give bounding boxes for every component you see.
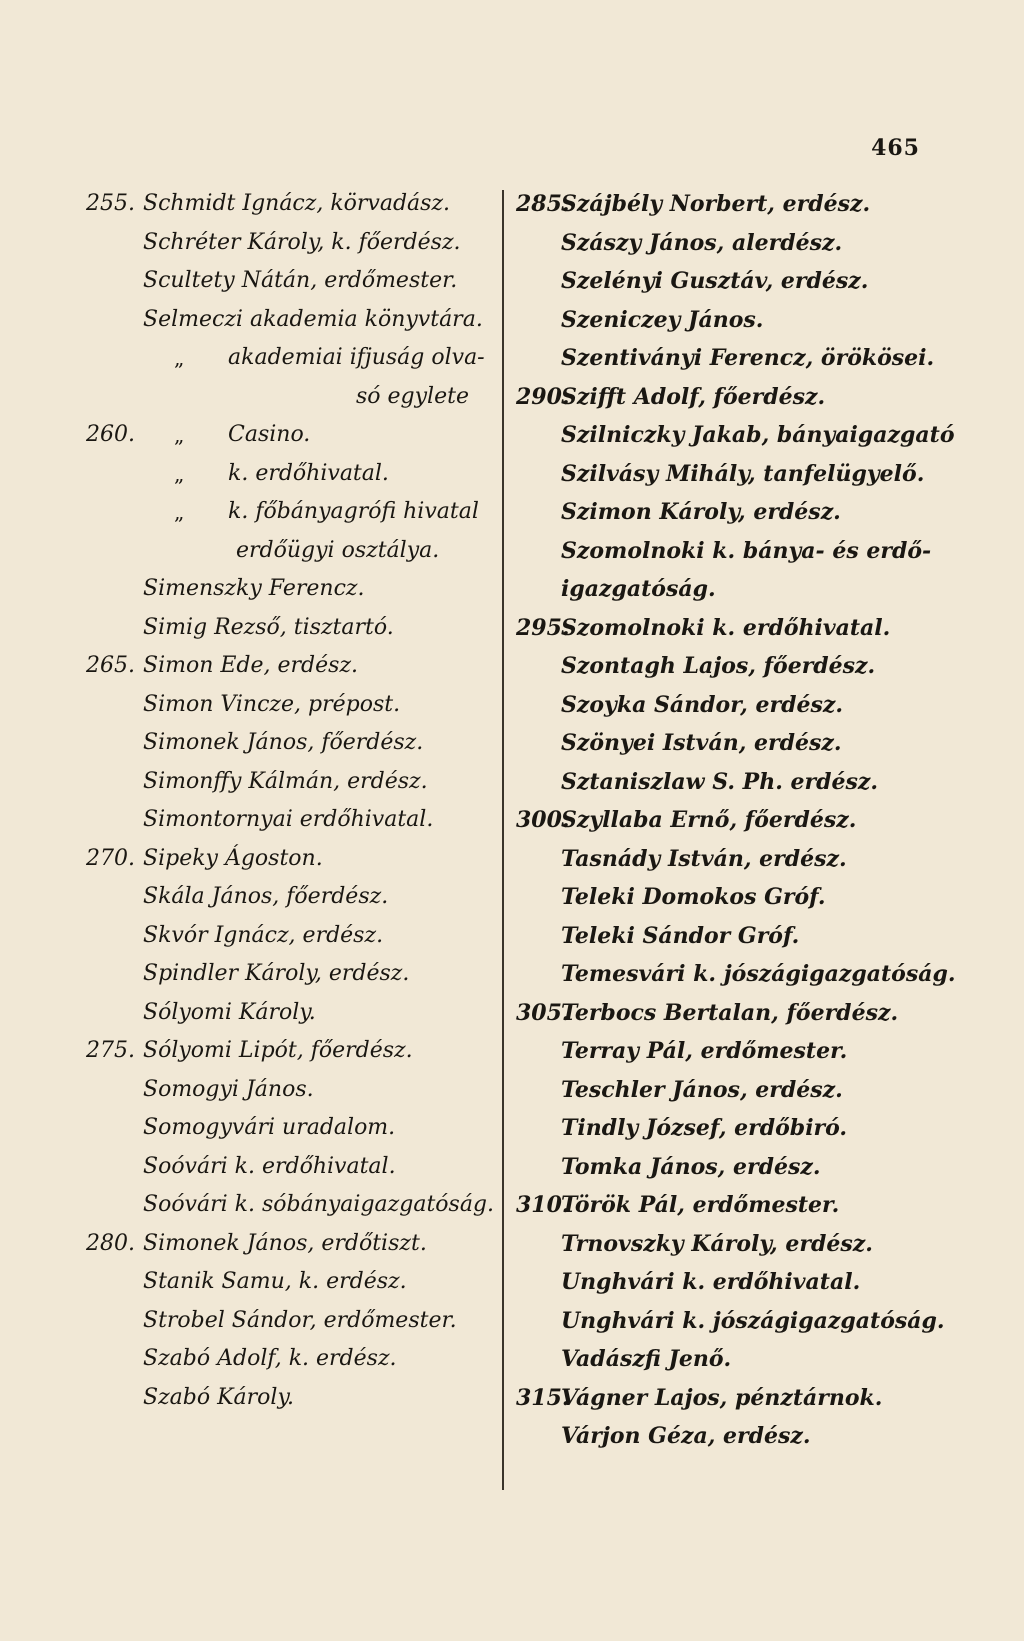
entry-text: Szentiványi Ferencz, örökösei. (561, 345, 935, 371)
list-entry (516, 1225, 936, 1264)
entry-text: Szabó Károly. (143, 1384, 294, 1410)
list-entry (516, 1263, 936, 1302)
entry-text: Szönyei István, erdész. (561, 730, 842, 756)
entry-text: Vadászfi Jenő. (561, 1346, 732, 1372)
entry-number: 300. (516, 807, 570, 833)
entry-text: Szontagh Lajos, főerdész. (561, 653, 876, 679)
list-entry (86, 532, 516, 571)
entry-text: Szifft Adolf, főerdész. (561, 383, 826, 410)
entry-number: 280. (86, 1230, 135, 1256)
list-entry (516, 1032, 936, 1071)
entry-text: Teleki Domokos Gróf. (561, 884, 826, 910)
entry-text: Selmeczi akademia könyvtára. (143, 306, 483, 332)
list-entry (516, 1340, 936, 1379)
entry-number: 310. (516, 1192, 570, 1218)
ditto-mark: „ (174, 346, 185, 370)
list-entry (86, 647, 516, 686)
entry-number: 275. (86, 1038, 135, 1063)
list-entry (86, 493, 516, 532)
list-entry (516, 724, 936, 763)
entry-text: Soóvári k. erdőhivatal. (143, 1153, 396, 1179)
list-entry (86, 994, 516, 1033)
list-entry (86, 185, 516, 224)
entry-text: Szomolnoki k. bánya- és erdő- (561, 537, 932, 564)
entry-number: 295. (516, 614, 570, 641)
list-entry (86, 339, 516, 378)
list-entry (86, 262, 516, 301)
list-entry (516, 609, 936, 648)
list-entry (516, 1186, 936, 1225)
left-column (86, 185, 516, 1417)
list-entry (516, 185, 936, 224)
list-entry (516, 532, 936, 571)
list-entry (516, 647, 936, 686)
entry-text: Temesvári k. jószágigazgatóság. (561, 961, 956, 987)
entry-text: Unghvári k. erdőhivatal. (561, 1269, 861, 1295)
ditto-mark: „ (174, 461, 185, 486)
list-entry (86, 724, 516, 763)
list-entry (86, 878, 516, 917)
list-entry (516, 878, 936, 917)
list-entry (516, 1417, 936, 1456)
list-entry (86, 416, 516, 455)
entry-text: igazgatóság. (561, 576, 716, 602)
entry-text: Somogyvári uradalom. (143, 1115, 396, 1140)
list-entry (516, 301, 936, 340)
entry-text: Teschler János, erdész. (561, 1076, 843, 1103)
entry-text: Trnovszky Károly, erdész. (561, 1230, 873, 1257)
entry-text: Sztaniszlaw S. Ph. erdész. (561, 768, 879, 795)
list-entry (86, 1032, 516, 1071)
entry-text: Skála János, főerdész. (143, 884, 389, 909)
entry-text: Strobel Sándor, erdőmester. (143, 1307, 457, 1333)
entry-text: Teleki Sándor Gróf. (561, 922, 800, 949)
list-entry (86, 301, 516, 340)
list-entry (516, 224, 936, 263)
entry-text: Simonffy Kálmán, erdész. (143, 768, 428, 794)
entry-number: 290. (516, 383, 570, 410)
entry-text: k. főbányagrófi hivatal (228, 499, 479, 524)
entry-text: Simig Rezső, tisztartó. (143, 614, 394, 640)
list-entry (516, 801, 936, 840)
list-entry (86, 455, 516, 494)
list-entry (86, 1302, 516, 1341)
entry-text: Szelényi Gusztáv, erdész. (561, 268, 869, 294)
entry-text: Tomka János, erdész. (561, 1153, 821, 1180)
list-entry (86, 955, 516, 994)
list-entry (86, 1225, 516, 1264)
list-entry (516, 1109, 936, 1148)
entry-number: 260. (86, 422, 135, 447)
entry-text: Szilniczky Jakab, bányaigazgató (561, 422, 955, 448)
list-entry (516, 339, 936, 378)
entry-text: Tasnády István, erdész. (561, 845, 847, 872)
list-entry (516, 1302, 945, 1341)
list-entry (86, 1109, 516, 1148)
entry-text: Szilvásy Mihály, tanfelügyelő. (561, 460, 925, 487)
list-entry (86, 1340, 516, 1379)
list-entry (516, 917, 936, 956)
entry-number: 255. (86, 191, 135, 216)
list-entry (86, 609, 516, 648)
entry-text: erdőügyi osztálya. (236, 537, 440, 563)
entry-text: Unghvári k. jószágigazgatóság. (561, 1307, 945, 1334)
entry-text: Stanik Samu, k. erdész. (143, 1269, 407, 1294)
entry-text: Várjon Géza, erdész. (561, 1423, 811, 1449)
entry-text: só egylete (356, 383, 469, 409)
list-entry (516, 955, 956, 994)
list-entry (516, 378, 936, 417)
entry-text: Casino. (228, 422, 311, 447)
entry-number: 305. (516, 999, 570, 1026)
entry-text: akademiai ifjuság olva- (228, 345, 485, 370)
list-entry (516, 1071, 936, 1110)
ditto-mark: „ (174, 500, 185, 524)
entry-text: Szeniczey János. (561, 306, 764, 333)
entry-text: Simonek János, erdőtiszt. (143, 1230, 427, 1256)
entry-text: Soóvári k. sóbányaigazgatóság. (143, 1192, 495, 1217)
entry-text: Szoyka Sándor, erdész. (561, 691, 844, 718)
ditto-mark: „ (174, 423, 185, 447)
list-entry (86, 917, 516, 956)
entry-number: 315. (516, 1384, 570, 1411)
list-entry (86, 224, 516, 263)
entry-text: Simon Ede, erdész. (143, 653, 359, 678)
list-entry (86, 686, 516, 725)
entry-text: Schmidt Ignácz, körvadász. (143, 191, 451, 216)
list-entry (86, 763, 516, 802)
entry-text: Skvór Ignácz, erdész. (143, 922, 384, 948)
entry-text: k. erdőhivatal. (228, 460, 389, 486)
list-entry (516, 686, 936, 725)
list-entry (516, 1148, 936, 1187)
list-entry (516, 1379, 936, 1418)
list-entry (86, 1379, 516, 1418)
list-entry (86, 1186, 516, 1225)
list-entry (86, 378, 516, 417)
list-entry (86, 801, 516, 840)
entry-text: Sipeky Ágoston. (143, 845, 323, 871)
entry-text: Simonek János, főerdész. (143, 730, 424, 755)
entry-text: Szimon Károly, erdész. (561, 499, 841, 525)
list-entry (516, 416, 955, 455)
entry-text: Szomolnoki k. erdőhivatal. (561, 614, 891, 641)
entry-text: Simon Vincze, prépost. (143, 691, 401, 717)
entry-text: Terray Pál, erdőmester. (561, 1038, 848, 1064)
entry-text: Simontornyai erdőhivatal. (143, 807, 434, 832)
entry-text: Török Pál, erdőmester. (561, 1192, 840, 1218)
entry-text: Szászy János, alerdész. (561, 229, 843, 256)
list-entry (86, 570, 516, 609)
list-entry (516, 763, 936, 802)
list-entry (86, 1263, 516, 1302)
entry-text: Spindler Károly, erdész. (143, 961, 410, 986)
entry-text: Vágner Lajos, pénztárnok. (561, 1384, 883, 1411)
list-entry (86, 1148, 516, 1187)
entry-text: Szabó Adolf, k. erdész. (143, 1346, 397, 1371)
list-entry (516, 493, 936, 532)
entry-number: 285. (516, 191, 570, 217)
entry-text: Simenszky Ferencz. (143, 576, 365, 601)
entry-number: 270. (86, 845, 135, 871)
entry-text: Sólyomi Lipót, főerdész. (143, 1038, 413, 1063)
entry-text: Szyllaba Ernő, főerdész. (561, 807, 857, 833)
entry-text: Scultety Nátán, erdőmester. (143, 268, 458, 293)
right-column (516, 185, 956, 1456)
entry-number: 265. (86, 653, 135, 678)
list-entry (86, 840, 516, 879)
list-entry (516, 262, 936, 301)
entry-text: Somogyi János. (143, 1076, 314, 1102)
list-entry (86, 1071, 516, 1110)
list-entry (516, 570, 936, 609)
entry-text: Tindly József, erdőbiró. (561, 1115, 848, 1141)
list-entry (516, 994, 936, 1033)
list-entry (516, 455, 936, 494)
list-entry (516, 840, 936, 879)
page-number: 465 (871, 135, 920, 161)
entry-text: Sólyomi Károly. (143, 999, 316, 1025)
entry-text: Terbocs Bertalan, főerdész. (561, 999, 899, 1026)
entry-text: Szájbély Norbert, erdész. (561, 191, 871, 217)
entry-text: Schréter Károly, k. főerdész. (143, 229, 461, 255)
